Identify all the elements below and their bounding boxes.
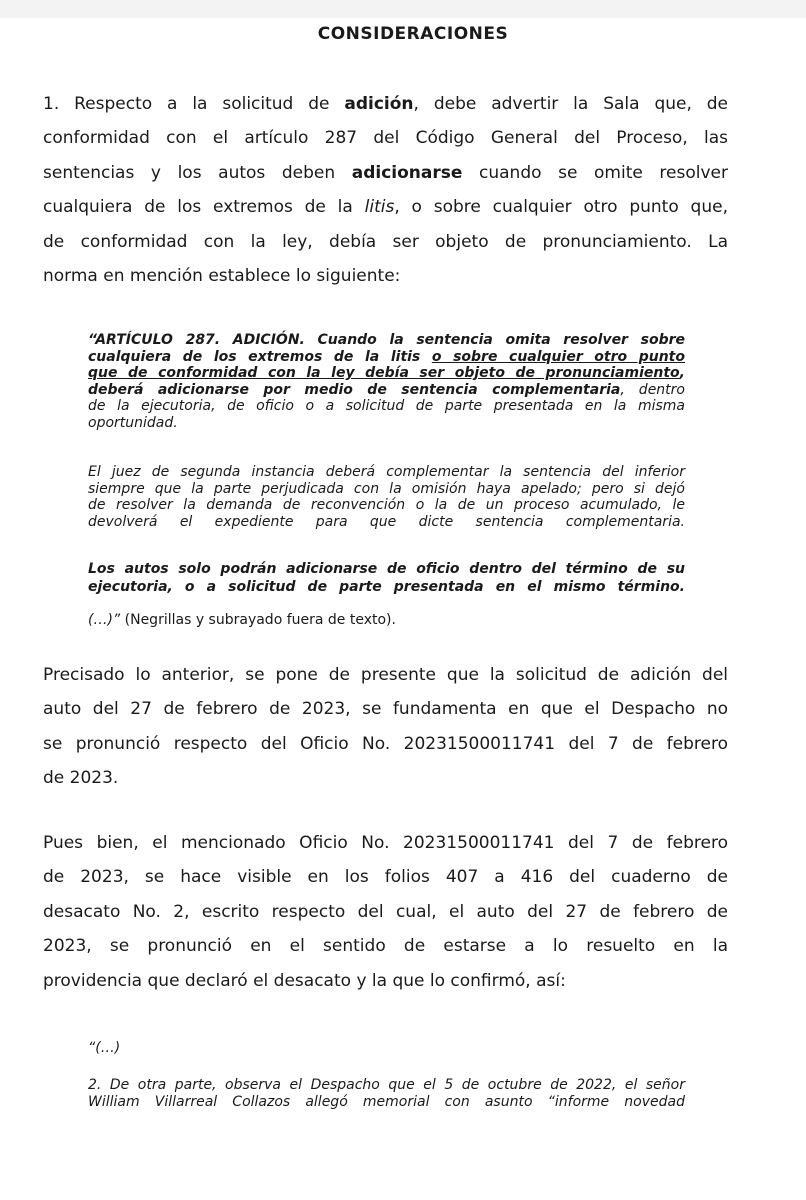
text-line: cualquiera de los extremos de la litis, o sobre cualquier otro punto que,: [43, 197, 728, 218]
quote-line: siempre que la parte perjudicada con la omisión haya apelado; pero si dejó: [88, 480, 685, 497]
text-line: de 2023.: [43, 768, 119, 789]
text-line: Precisado lo anterior, se pone de presente que la solicitud de adición del: [43, 665, 728, 685]
text-line: sentencias y los autos deben adicionarse cuando se omite resolver: [43, 162, 728, 183]
quote-line: cualquiera de los extremos de la litis o sobre cualquier otro punto: [88, 348, 685, 365]
text-line: de 2023, se hace visible en los folios 407 a 416 del cuaderno de: [43, 867, 728, 888]
text-line: Pues bien, el mencionado Oficio No. 20231500011741 del 7 de febrero: [43, 833, 728, 853]
quote-line: deberá adicionarse por medio de sentencia complementaria, dentro: [88, 381, 685, 398]
text-line: se pronunció respecto del Oficio No. 20231500011741 del 7 de febrero: [43, 733, 728, 754]
quote-line: El juez de segunda instancia deberá complementar la sentencia del inferior: [88, 464, 685, 480]
quote-line: William Villarreal Collazos allegó memorial con asunto “informe novedad: [88, 1093, 685, 1110]
text-line: desacato No. 2, escrito respecto del cual, el auto del 27 de febrero de: [43, 901, 728, 922]
text-line: norma en mención establece lo siguiente:: [43, 266, 401, 287]
paragraph-pues-bien: [43, 826, 728, 998]
quote-line: devolverá el expediente para que dicte sentencia complementaria.: [88, 513, 685, 530]
quote-auto-excerpt-body: [88, 1077, 685, 1110]
quote-line: que de conformidad con la ley debía ser objeto de pronunciamiento,: [88, 365, 685, 382]
quote-line: “(…): [88, 1040, 121, 1056]
quote-line: 2. De otra parte, observa el Despacho que el 5 de octubre de 2022, el señor: [88, 1077, 685, 1093]
quote-line: de resolver la demanda de reconvención o la de un proceso acumulado, le: [88, 497, 685, 514]
quote-line: “ARTÍCULO 287. ADICIÓN. Cuando la sentencia omita resolver sobre: [88, 332, 685, 348]
text-line: auto del 27 de febrero de 2023, se fundamenta en que el Despacho no: [43, 699, 728, 720]
paragraph-adicion: [43, 87, 728, 293]
quote-line: de la ejecutoria, de oficio o a solicitud de parte presentada en la misma: [88, 398, 685, 415]
quote-line: oportunidad.: [88, 414, 178, 431]
quote-line: Los autos solo podrán adicionarse de oficio dentro del término de su: [88, 561, 685, 577]
quote-auto-excerpt: [88, 1040, 685, 1057]
quote-line: (…)” (Negrillas y subrayado fuera de texto).: [88, 612, 396, 628]
quote-closing: [88, 612, 685, 629]
section-heading: CONSIDERACIONES: [317, 24, 509, 44]
text-line: de conformidad con la ley, debía ser objeto de pronunciamiento. La: [43, 231, 728, 252]
text-line: 1. Respecto a la solicitud de adición, debe advertir la Sala que, de: [43, 94, 729, 114]
quote-segunda-instancia: [88, 464, 685, 530]
quote-line: ejecutoria, o a solicitud de parte presentada en el mismo término.: [88, 579, 685, 595]
text-line: 2023, se pronunció en el sentido de estarse a lo resuelto en la: [43, 936, 728, 957]
paragraph-precisado: [43, 658, 728, 796]
quote-autos: [88, 560, 685, 596]
quote-articulo-287: [88, 332, 685, 432]
text-line: providencia que declaró el desacato y la que lo confirmó, así:: [43, 970, 566, 991]
text-line: conformidad con el artículo 287 del Código General del Proceso, las: [43, 128, 728, 149]
